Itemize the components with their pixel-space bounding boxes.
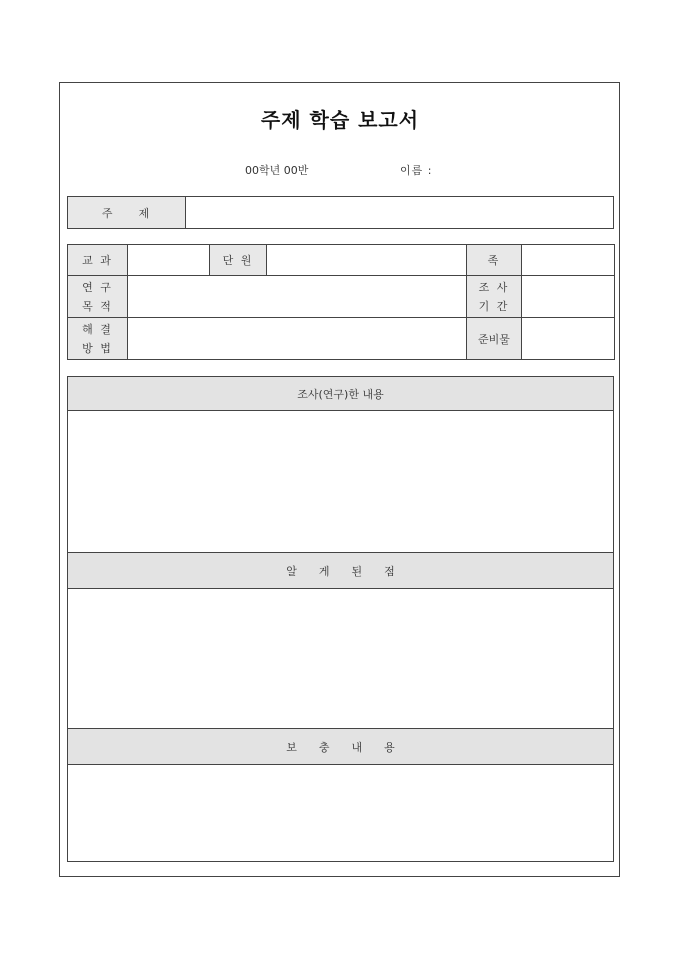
unit-label: 단 원: [210, 245, 267, 276]
learned-body[interactable]: [68, 589, 613, 729]
learned-section: [67, 552, 614, 729]
period-label-line2: 기 간: [478, 299, 510, 313]
topic-field[interactable]: [186, 197, 614, 229]
purpose-label-line1: 연 구: [82, 280, 113, 294]
purpose-label: [68, 276, 128, 318]
materials-field[interactable]: [522, 318, 615, 360]
unit-field[interactable]: [267, 245, 467, 276]
period-field[interactable]: [522, 276, 615, 318]
group-label: 족: [467, 245, 522, 276]
method-label: [68, 318, 128, 360]
research-content-body[interactable]: [68, 411, 613, 554]
purpose-field[interactable]: [128, 276, 467, 318]
subject-field[interactable]: [128, 245, 210, 276]
period-label-line1: 조 사: [478, 280, 510, 294]
supplement-heading: 보 충 내 용: [68, 729, 613, 765]
supplement-body[interactable]: [68, 765, 613, 862]
research-content-heading: 조사(연구)한 내용: [68, 377, 613, 411]
name-label: 이름 :: [400, 164, 433, 177]
purpose-label-line2: 목 적: [82, 299, 113, 313]
info-table: [67, 244, 615, 360]
report-title: 주제 학습 보고서: [260, 108, 420, 132]
subject-label: 교 과: [68, 245, 128, 276]
method-label-line2: 방 법: [82, 341, 113, 355]
class-label: 00학년 00반: [245, 164, 309, 177]
learned-heading: 알 게 된 점: [68, 553, 613, 589]
period-label: [467, 276, 522, 318]
group-field[interactable]: [522, 245, 615, 276]
method-field[interactable]: [128, 318, 467, 360]
supplement-section: [67, 728, 614, 862]
topic-label: 주 제: [68, 197, 186, 229]
topic-table: [67, 196, 614, 229]
research-content-section: [67, 376, 614, 553]
materials-label: 준비물: [467, 318, 522, 360]
method-label-line1: 해 결: [82, 322, 113, 336]
